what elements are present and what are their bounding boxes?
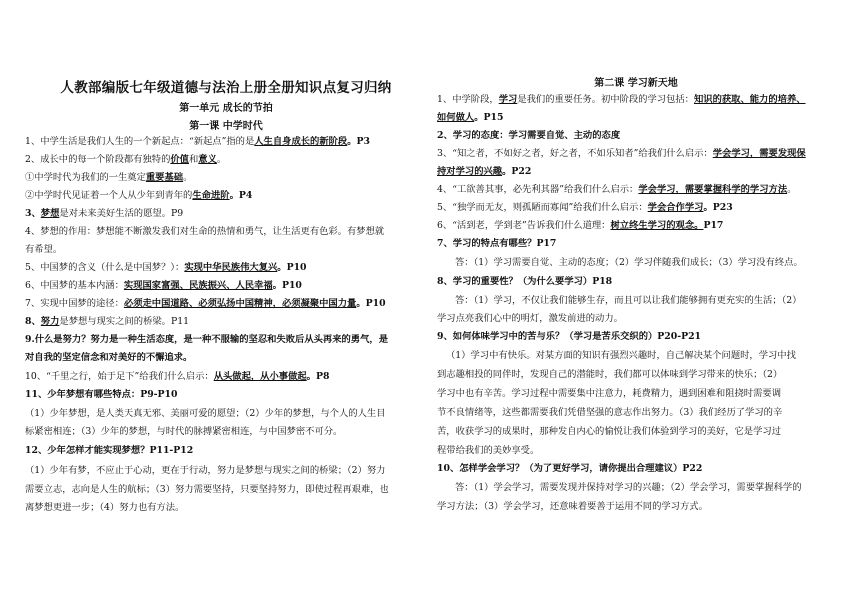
r-point-9-answer-line-5: 苦，收获学习的成果时，那种发自内心的愉悦让我们体验到学习的美好，它是学习过 [437, 426, 781, 437]
point-4-line-2: 有希望。 [25, 244, 63, 255]
r-point-10-answer-line-1: 答：（1）学会学习，需要发现并保持对学习的兴趣；（2）学会学习，需要掌握科学的 [455, 482, 802, 493]
point-6: 6、中国梦的基本内涵：实现国家富强、民族振兴、人民幸福。P10 [25, 280, 302, 291]
point-3: 3、梦想是对未来美好生活的愿望。P9 [25, 208, 184, 219]
r-point-4: 4、“工欲善其事，必先利其器”给我们什么启示：学会学习，需要掌握科学的学习方法。 [437, 184, 797, 195]
point-1: 1、中学生活是我们人生的一个新起点：“新起点”指的是人生自身成长的新阶段。P3 [25, 136, 370, 147]
r-point-9-answer-line-1: （1）学习中有快乐。对某方面的知识有强烈兴趣时，自己解决某个问题时，学习中找 [446, 350, 796, 361]
r-point-2: 2、学习的态度：学习需要自觉、主动的态度 [437, 130, 621, 141]
r-point-8-answer-line-1: 答：（1）学习，不仅让我们能够生存，而且可以让我们能够拥有更充实的生活；（2） [455, 295, 802, 306]
unit-heading: 第一单元 成长的节拍 [179, 103, 273, 114]
r-point-9-answer-line-6: 程带给我们的美妙享受。 [437, 445, 540, 456]
point-9-line-1: 9.什么是努力？努力是一种生活态度，是一种不服输的坚忍和失败后从头再来的勇气，是 [25, 334, 388, 345]
r-point-10-answer-line-2: 学习方法；（3）学会学习，还意味着要善于运用不同的学习方式。 [437, 501, 708, 512]
r-point-6: 6、“活到老，学到老”告诉我们什么道理：树立终生学习的观念。P17 [437, 220, 724, 231]
point-12-answer-line-2: 需要立志，志向是人生的航标；（3）努力需要坚持，只要坚持努力，即使过程再艰难，也 [25, 484, 389, 495]
point-2-sub-1: ①中学时代为我们的一生奠定重要基础。 [25, 172, 193, 183]
r-point-3-cont: 持对学习的兴趣。P22 [437, 166, 532, 177]
r-point-9-answer-line-3: 学习中也有辛苦。学习过程中需要集中注意力，耗费精力，遇到困难和阻挠时需要调 [437, 388, 781, 399]
point-5: 5、中国梦的含义（什么是中国梦？）：实现中华民族伟大复兴。P10 [25, 262, 307, 273]
r-point-9-answer-line-2: 到志趣相投的同伴时，发现自己的潜能时，我们都可以体味到学习带来的快乐；（2） [437, 369, 783, 380]
document-title: 人教部编版七年级道德与法治上册全册知识点复习归纳 [60, 80, 392, 96]
r-point-1-cont: 如何做人。P15 [437, 112, 504, 123]
point-9-line-2: 对自我的坚定信念和对美好的不懈追求。 [25, 352, 193, 363]
r-point-7-answer: 答：（1）学习需要自觉、主动的态度；（2）学习伴随我们成长；（3）学习没有终点。 [455, 257, 803, 268]
r-point-10-heading: 10、怎样学会学习？（为了更好学习，请你提出合理建议）P22 [437, 463, 703, 474]
point-7: 7、实现中国梦的途径：必须走中国道路、必须弘扬中国精神，必须凝聚中国力量。P10 [25, 298, 386, 309]
point-12-heading: 12、少年怎样才能实现梦想？P11-P12 [25, 445, 194, 456]
r-point-8-heading: 8、学习的重要性？（为什么要学习）P18 [437, 276, 613, 287]
point-2: 2、成长中的每一个阶段都有独特的价值和意义。 [25, 154, 227, 165]
r-point-8-answer-line-2: 学习点亮我们心中的明灯，激发前进的动力。 [437, 313, 623, 324]
lesson2-heading: 第二课 学习新天地 [594, 78, 678, 89]
point-11-heading: 11、少年梦想有哪些特点：P9-P10 [25, 389, 178, 400]
point-2-sub-2: ②中学时代见证着一个人从少年到青年的生命进阶。P4 [25, 190, 253, 201]
r-point-7-heading: 7、学习的特点有哪些？P17 [437, 238, 557, 249]
point-11-answer-line-2: 标紧密相连；（3）少年的梦想，与时代的脉搏紧密相连，与中国梦密不可分。 [25, 426, 343, 437]
lesson1-heading: 第一课 中学时代 [189, 121, 263, 132]
point-4-line-1: 4、梦想的作用：梦想能不断激发我们对生命的热情和勇气，让生活更有色彩。有梦想就 [25, 226, 385, 237]
r-point-5: 5、“独学而无友，则孤陋而寡闻”给我们什么启示：学会合作学习。P23 [437, 202, 733, 213]
point-11-answer-line-1: （1）少年梦想，是人类天真无邪、美丽可爱的愿望；（2）少年的梦想，与个人的人生目 [25, 408, 386, 419]
r-point-3: 3、“知之者，不如好之者，好之者，不如乐知者”给我们什么启示：学会学习，需要发现保 [437, 148, 806, 159]
point-12-answer-line-3: 离梦想更进一步；（4）努力也有方法。 [25, 502, 185, 513]
r-point-9-heading: 9、如何体味学习中的苦与乐？（学习是苦乐交织的）P20-P21 [437, 331, 702, 342]
point-12-answer-line-1: （1）少年有梦，不应止于心动，更在于行动，努力是梦想与现实之间的桥梁；（2）努力 [25, 465, 386, 476]
point-8: 8、努力是梦想与现实之间的桥梁。P11 [25, 316, 190, 327]
r-point-9-answer-line-4: 节不良情绪等，这些都需要我们凭借坚强的意志作出努力。（3）我们经历了学习的辛 [437, 407, 783, 418]
r-point-1: 1、中学阶段，学习是我们的重要任务。初中阶段的学习包括：知识的获取、能力的培养、 [437, 94, 806, 105]
point-10: 10、“千里之行，始于足下”给我们什么启示：从头做起，从小事做起。P8 [25, 371, 330, 382]
